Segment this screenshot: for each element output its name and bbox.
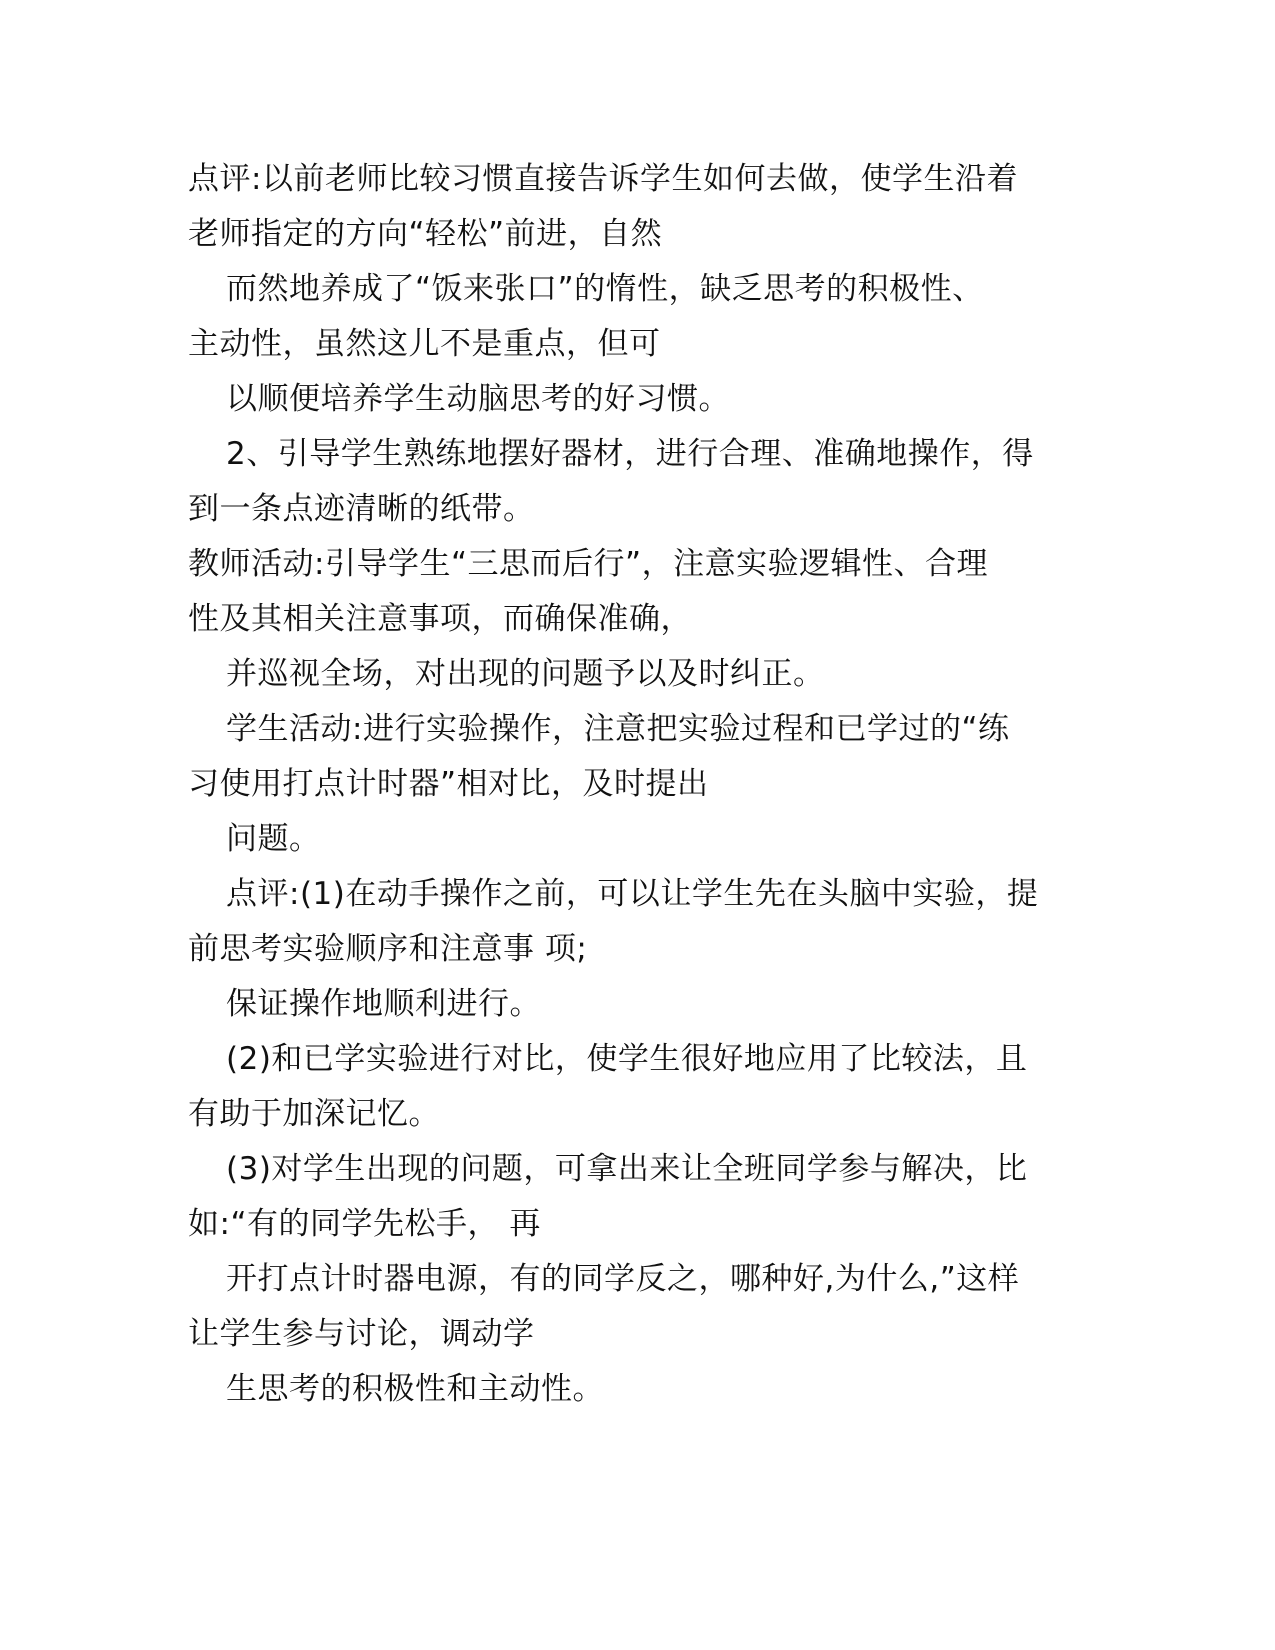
text-line: 而然地养成了“饭来张口”的惰性，缺乏思考的积极性、 xyxy=(226,271,984,307)
text-line: 生思考的积极性和主动性。 xyxy=(226,1371,604,1407)
text-line: 教师活动:引导学生“三思而后行”，注意实验逻辑性、合理 xyxy=(188,546,989,582)
text-line: 保证操作地顺利进行。 xyxy=(226,986,541,1022)
text-line: 开打点计时器电源，有的同学反之，哪种好,为什么,”这样 xyxy=(226,1261,1020,1297)
text-line: 点评:以前老师比较习惯直接告诉学生如何去做，使学生沿着 xyxy=(188,161,1018,197)
text-line: 2、引导学生熟练地摆好器材，进行合理、准确地操作，得 xyxy=(226,436,1034,472)
text-line: 并巡视全场，对出现的问题予以及时纠正。 xyxy=(226,656,825,692)
text-line: 主动性，虽然这儿不是重点，但可 xyxy=(188,326,661,362)
text-line: 让学生参与讨论，调动学 xyxy=(188,1316,535,1352)
text-line: 以顺便培养学生动脑思考的好习惯。 xyxy=(226,381,730,417)
text-line: (2)和已学实验进行对比，使学生很好地应用了比较法，且 xyxy=(226,1041,1028,1077)
text-line: 老师指定的方向“轻松”前进，自然 xyxy=(188,216,663,252)
text-line: 前思考实验顺序和注意事 项; xyxy=(188,931,588,967)
text-line: 习使用打点计时器”相对比，及时提出 xyxy=(188,766,709,802)
text-line: 如:“有的同学先松手， 再 xyxy=(188,1206,541,1242)
text-line: (3)对学生出现的问题，可拿出来让全班同学参与解决，比 xyxy=(226,1151,1028,1187)
text-line: 性及其相关注意事项，而确保准确， xyxy=(188,601,692,637)
text-line: 学生活动:进行实验操作，注意把实验过程和已学过的“练 xyxy=(226,711,1010,747)
text-line: 点评:(1)在动手操作之前，可以让学生先在头脑中实验，提 xyxy=(226,876,1039,912)
text-line: 到一条点迹清晰的纸带。 xyxy=(188,491,535,527)
text-line: 有助于加深记忆。 xyxy=(188,1096,440,1132)
text-line: 问题。 xyxy=(226,821,321,857)
